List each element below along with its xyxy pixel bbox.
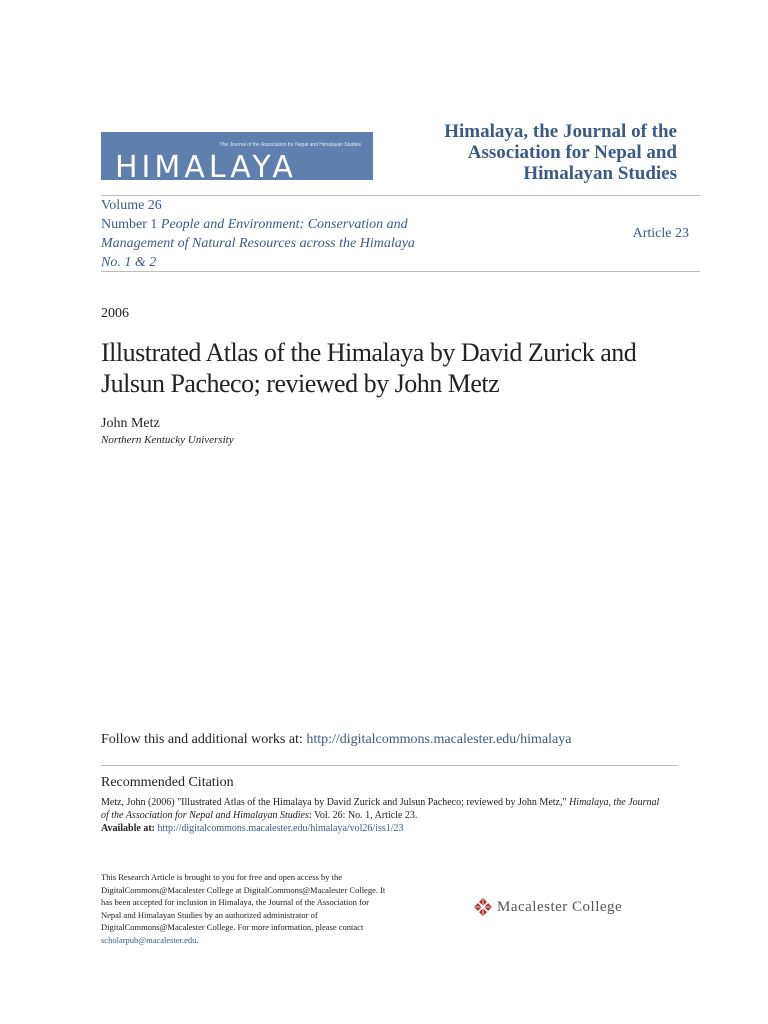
macalester-logo[interactable] xyxy=(473,897,663,921)
issue-number: Number 1 xyxy=(101,217,158,232)
citation-heading: Recommended Citation xyxy=(101,775,234,790)
macalester-crest-icon xyxy=(473,897,493,917)
volume-link[interactable]: Volume 26 xyxy=(101,198,162,213)
author-affiliation: Northern Kentucky University xyxy=(101,434,234,446)
follow-link[interactable]: http://digitalcommons.macalester.edu/himalaya xyxy=(306,732,572,747)
citation-text-before: Metz, John (2006) "Illustrated Atlas of the Himalaya by David Zurick and Julsun Pacheco; reviewed by John Metz," xyxy=(101,797,567,808)
issue-title: People and Environment: Conservation and Management of Natural Resources across the Himalaya No. 1 & 2 xyxy=(101,217,415,270)
follow-label: Follow this and additional works at: xyxy=(101,732,303,747)
banner-wordmark: HIMALAYA xyxy=(115,150,297,180)
divider-bottom xyxy=(101,271,700,272)
follow-line xyxy=(101,732,571,748)
divider-citation xyxy=(101,765,678,766)
contact-email-link[interactable]: scholarpub@macalester.edu xyxy=(101,934,197,945)
citation-available-label: Available at: xyxy=(101,823,155,834)
author-name: John Metz xyxy=(101,416,160,431)
macalester-name: Macalester College xyxy=(497,899,623,915)
access-statement-end: . xyxy=(196,934,199,945)
citation-text xyxy=(101,796,661,835)
volume-block xyxy=(101,196,421,272)
citation-journal: Himalaya, the Journal of the Association for Nepal and Himalayan Studies xyxy=(101,797,660,821)
journal-title-link[interactable]: Himalaya, the Journal of the Association for Nepal and Himalayan Studies xyxy=(444,121,677,184)
banner-tagline: The Journal of the Association for Nepal and Himalayan Studies xyxy=(219,142,361,148)
access-statement xyxy=(101,871,391,946)
article-number-link[interactable]: Article 23 xyxy=(632,226,689,241)
access-statement-text: This Research Article is brought to you for free and open access by the DigitalCommons@Macalester College at DigitalCommons@Macalester College. It has been accepted for inclusion in Himalaya, the Journal of the Association for Nepal and Himalayan Studies by an authorized administrator of DigitalCommons@Macalester College. For more information, please contact xyxy=(101,872,386,932)
publication-year: 2006 xyxy=(101,306,129,321)
journal-banner xyxy=(101,132,373,180)
citation-url-link[interactable]: http://digitalcommons.macalester.edu/himalaya/vol26/iss1/23 xyxy=(157,823,404,834)
citation-text-after: : Vol. 26: No. 1, Article 23. xyxy=(308,810,418,821)
issue-link[interactable] xyxy=(101,215,421,272)
article-title: Illustrated Atlas of the Himalaya by David Zurick and Julsun Pacheco; reviewed by John Metz xyxy=(101,338,637,398)
